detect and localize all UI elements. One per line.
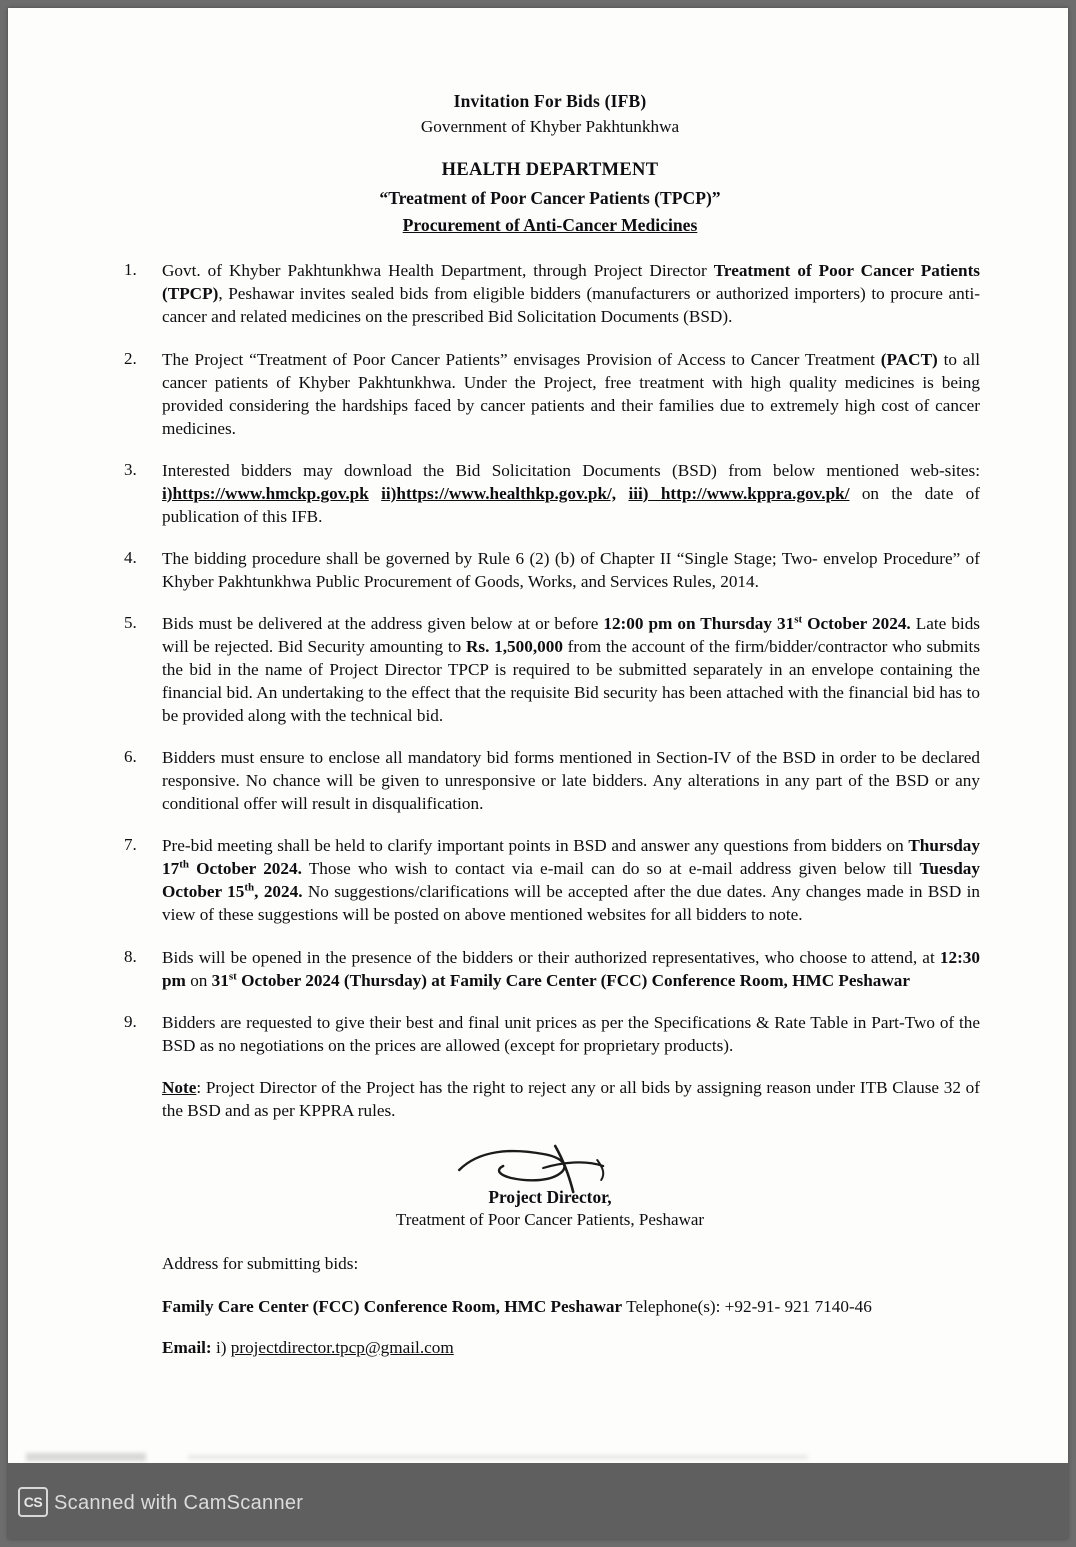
address-line <box>162 1295 980 1318</box>
clause-4 <box>120 547 980 593</box>
header-line-procurement: Procurement of Anti-Cancer Medicines <box>402 214 698 235</box>
document-body <box>120 90 980 1359</box>
clause-1-text: Govt. of Khyber Pakhtunkhwa Health Department, through Project Director Treatment of Poor Cancer Patients (TPCP), Peshawar invites sealed bids from eligible bidders (manufacturers or authorized importers) to procure anti-cancer and related medicines on the prescribed Bid Solicitation Documents (BSD). <box>162 261 980 327</box>
clause-8 <box>120 946 980 992</box>
clause-3-number: 3. <box>124 459 137 479</box>
clause-9-text: Bidders are requested to give their best and final unit prices as per the Specifications & Rate Table in Part-Two of the BSD as no negotiations on the prices are allowed (except for proprietary products). <box>162 1012 980 1055</box>
link-kppra[interactable]: iii) http://www.kppra.gov.pk/ <box>628 483 850 503</box>
clause-5 <box>120 612 980 727</box>
clause-7-text: Pre-bid meeting shall be held to clarify important points in BSD and answer any questions from bidders on Thursday 17th October 2024. Those who wish to contact via e-mail can do so at e-mail address given below till Tuesday October 15th, 2024. No suggestions/clarifications will be accepted after the due dates. Any changes made in BSD in view of these suggestions will be posted on above mentioned websites for all bidders to note. <box>162 836 980 925</box>
header-line-government: Government of Khyber Pakhtunkhwa <box>420 117 680 137</box>
note-label: Note <box>162 1077 197 1097</box>
clause-5-number: 5. <box>124 612 137 632</box>
email-index: i) <box>215 1337 227 1357</box>
clause-8-text: Bids will be opened in the presence of the bidders or their authorized representatives, who choose to attend, at 12:30 pm on 31st October 2024 (Thursday) at Family Care Center (FCC) Conference Room, HMC Peshawar <box>162 947 980 990</box>
clause-9-number: 9. <box>124 1011 137 1031</box>
camscanner-logo-icon: CS <box>18 1487 48 1517</box>
paper-sheet <box>8 8 1068 1463</box>
clause-2 <box>120 348 980 440</box>
clause-list <box>120 259 980 1056</box>
clause-7 <box>120 834 980 926</box>
clause-8-number: 8. <box>124 946 137 966</box>
clause-6-number: 6. <box>124 747 137 767</box>
email-address[interactable]: projectdirector.tpcp@gmail.com <box>230 1337 454 1357</box>
note-paragraph <box>162 1076 980 1122</box>
clause-3 <box>120 459 980 528</box>
signature-subtitle: Treatment of Poor Cancer Patients, Peshawar <box>395 1209 705 1229</box>
header-line-project: “Treatment of Poor Cancer Patients (TPCP)” <box>379 188 721 209</box>
clause-7-number: 7. <box>124 835 137 855</box>
address-telephone: Telephone(s): +92-91- 921 7140-46 <box>626 1296 872 1316</box>
address-label: Address for submitting bids: <box>162 1253 359 1273</box>
signature-block <box>120 1144 980 1236</box>
link-hmckp[interactable]: i)https://www.hmckp.gov.pk <box>162 483 369 503</box>
clause-9 <box>120 1011 980 1057</box>
clause-6 <box>120 746 980 815</box>
clause-1-number: 1. <box>124 260 137 280</box>
document-page <box>8 8 1068 1539</box>
clause-1 <box>120 259 980 328</box>
link-healthkp[interactable]: ii)https://www.healthkp.gov.pk/, <box>381 483 617 503</box>
camscanner-watermark-text: Scanned with CamScanner <box>54 1492 304 1514</box>
header-line-department: HEALTH DEPARTMENT <box>441 160 659 181</box>
clause-3-text: Interested bidders may download the Bid Solicitation Documents (BSD) from below mentioned web-sites: i)https://www.hmckp.gov.pk ii)https://www.healthkp.gov.pk/, iii) http://www.kppra.gov.pk/ on the date of publication of this IFB. <box>162 460 980 526</box>
header-line-ifb: Invitation For Bids (IFB) <box>453 91 647 111</box>
clause-2-number: 2. <box>124 348 137 368</box>
clause-2-text: The Project “Treatment of Poor Cancer Patients” envisages Provision of Access to Cancer Treatment (PACT) to all cancer patients of Khyber Pakhtunkhwa. Under the Project, free treatment with high quality medicines is being provided considering the hardships faced by cancer patients and their families due to extremely high cost of cancer medicines. <box>162 349 980 438</box>
document-header <box>120 90 980 237</box>
clause-4-text: The bidding procedure shall be governed by Rule 6 (2) (b) of Chapter II “Single Stage; Two- envelop Procedure” of Khyber Pakhtunkhwa Public Procurement of Goods, Works, and Services Rules, 2014. <box>162 548 980 591</box>
note-text: : Project Director of the Project has the right to reject any or all bids by assigning reason under ITB Clause 32 of the BSD and as per KPPRA rules. <box>162 1077 980 1120</box>
scan-artifact-2 <box>188 1455 808 1459</box>
address-venue: Family Care Center (FCC) Conference Room, HMC Peshawar <box>162 1296 623 1316</box>
email-line <box>162 1336 980 1359</box>
clause-4-number: 4. <box>124 547 137 567</box>
signature-title: Project Director, <box>488 1186 612 1207</box>
clause-5-text: Bids must be delivered at the address given below at or before 12:00 pm on Thursday 31st October 2024. Late bids will be rejected. Bid Security amounting to Rs. 1,500,000 from the account of the firm/bidder/contractor who submits the bid in the name of Project Director TPCP is required to be submitted separately in an envelope containing the financial bid. An undertaking to the effect that the requisite Bid security has been attached with the financial bid has to be provided along with the technical bid. <box>162 613 981 726</box>
scan-artifact <box>26 1453 146 1461</box>
clause-6-text: Bidders must ensure to enclose all mandatory bid forms mentioned in Section-IV of the BSD in order to be declared responsive. No chance will be given to unresponsive or late bidders. Any alterations in any part of the BSD or any conditional offer will result in disqualification. <box>162 748 980 814</box>
email-label: Email: <box>162 1337 212 1357</box>
camscanner-footer <box>8 1463 1068 1539</box>
